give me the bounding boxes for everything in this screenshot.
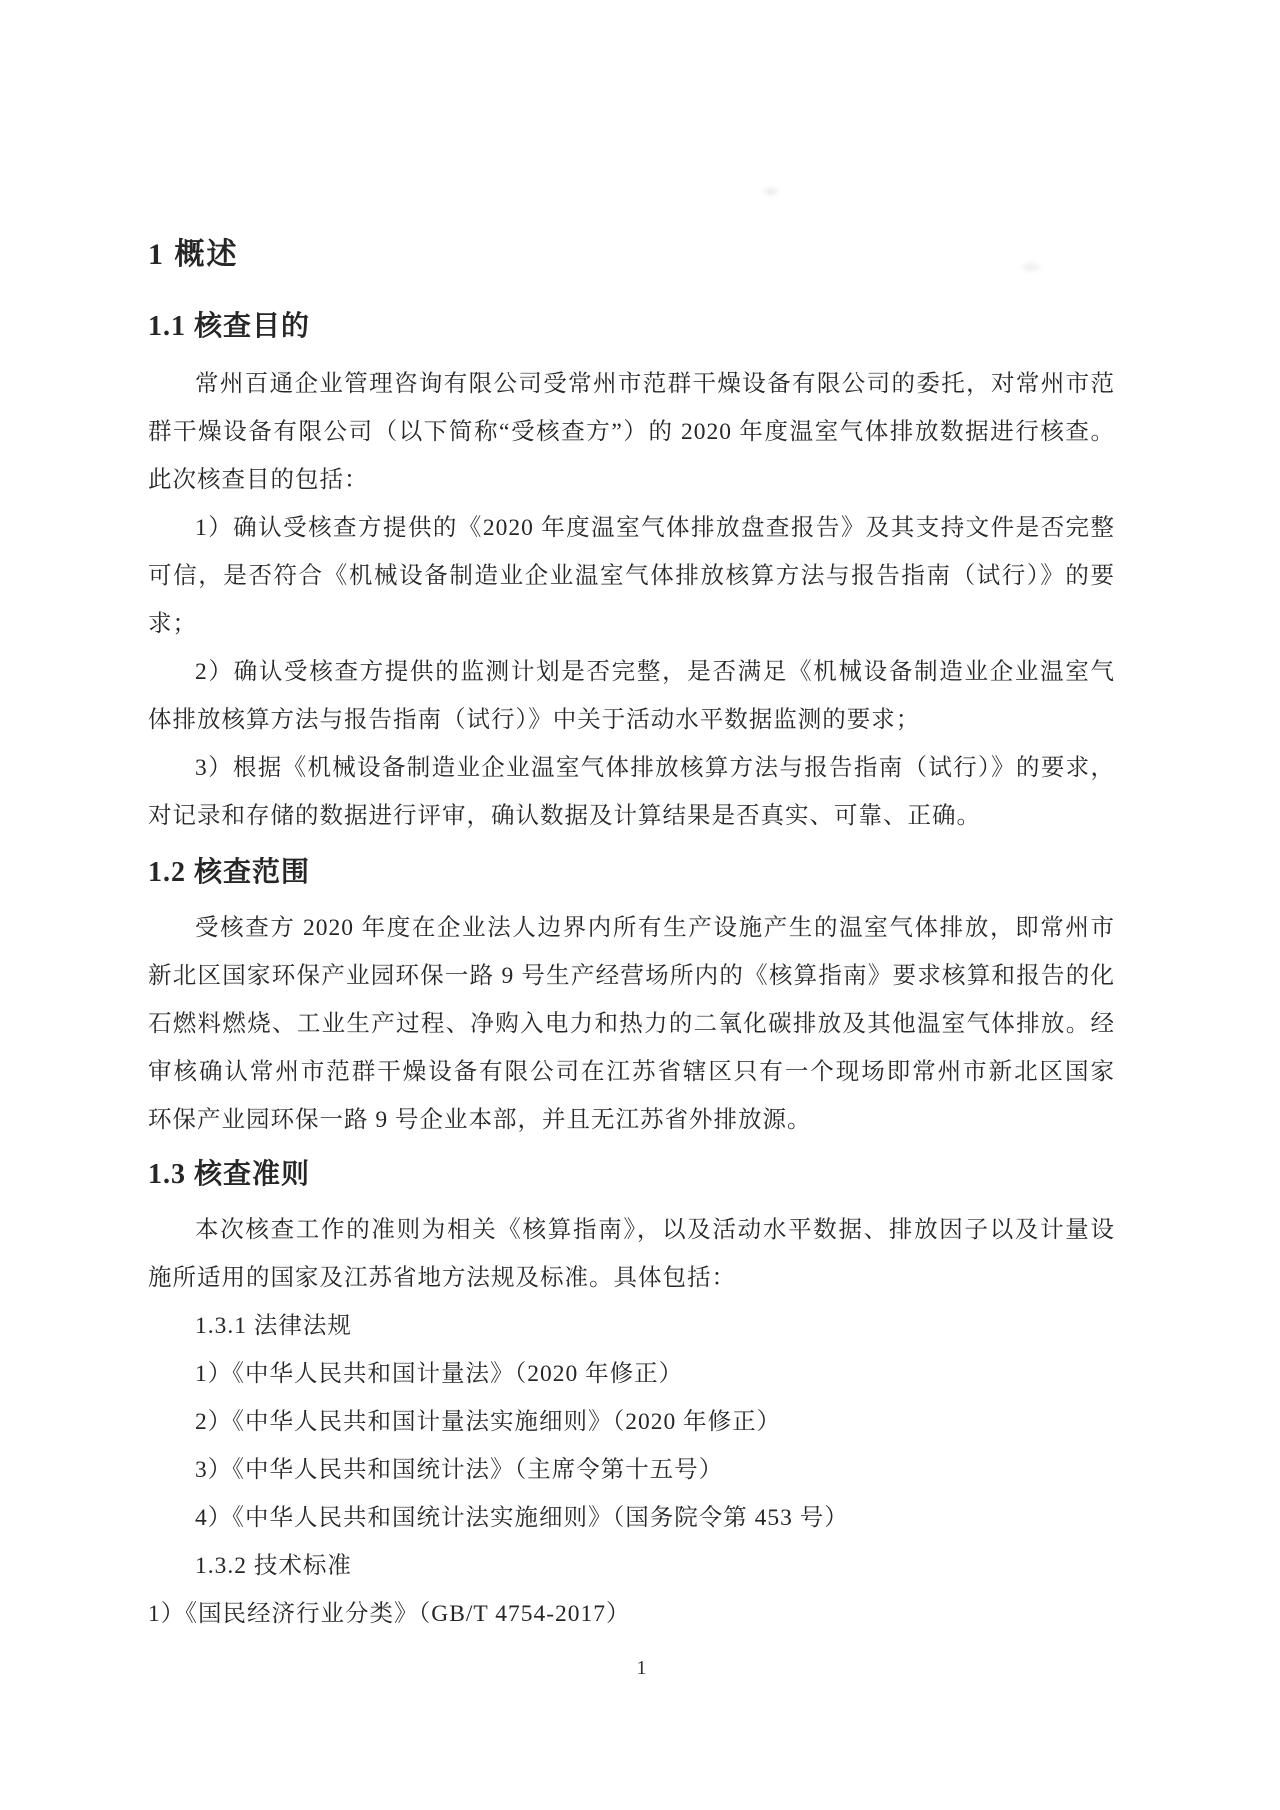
text-line: 3）根据《机械设备制造业企业温室气体排放核算方法与报告指南（试行）》的要求， [195,755,1115,781]
text-line: 常州百通企业管理咨询有限公司受常州市范群干燥设备有限公司的委托，对常州市范 [195,371,1115,397]
section-title: 1.2 核查范围 [148,857,311,888]
document-body [148,238,1115,1681]
scan-artifact [764,188,778,195]
section-lines [148,360,1115,840]
text-line: 此次核查目的包括： [148,467,369,493]
text-line: 1.3.1 法律法规 [195,1313,352,1339]
section-title: 1.1 核查目的 [148,311,311,342]
text-line: 施所适用的国家及江苏省地方法规及标准。具体包括： [148,1265,736,1291]
text-line: 体排放核算方法与报告指南（试行）》中关于活动水平数据监测的要求； [148,707,921,733]
text-line: 4）《中华人民共和国统计法实施细则》（国务院令第 453 号） [195,1505,849,1531]
chapter-heading: 1 概述 [148,238,239,271]
section-lines [148,1206,1115,1638]
text-line: 1）《国民经济行业分类》（GB/T 4754-2017） [148,1601,631,1627]
text-line: 对记录和存储的数据进行评审，确认数据及计算结果是否真实、可靠、正确。 [148,803,981,829]
text-line: 本次核查工作的准则为相关《核算指南》，以及活动水平数据、排放因子以及计量设 [195,1217,1115,1243]
text-line: 求； [148,611,197,637]
text-line: 2）《中华人民共和国计量法实施细则》（2020 年修正） [195,1409,782,1435]
text-line: 环保产业园环保一路 9 号企业本部，并且无江苏省外排放源。 [148,1107,812,1133]
section-verification-criteria [148,1158,1115,1638]
section-verification-scope [148,856,1115,1144]
text-line: 群干燥设备有限公司（以下简称“受核查方”）的 2020 年度温室气体排放数据进行核查。 [148,419,1115,445]
text-line: 1）《中华人民共和国计量法》（2020 年修正） [195,1361,684,1387]
page-number: 1 [636,1657,647,1679]
text-line: 可信，是否符合《机械设备制造业企业温室气体排放核算方法与报告指南（试行）》的要 [148,563,1115,589]
text-line: 石燃料燃烧、工业生产过程、净购入电力和热力的二氧化碳排放及其他温室气体排放。经 [148,1011,1115,1037]
text-line: 2）确认受核查方提供的监测计划是否完整，是否满足《机械设备制造业企业温室气 [195,659,1115,685]
text-line: 1.3.2 技术标准 [195,1553,352,1579]
text-line: 审核确认常州市范群干燥设备有限公司在江苏省辖区只有一个现场即常州市新北区国家 [148,1059,1115,1085]
text-line: 受核查方 2020 年度在企业法人边界内所有生产设施产生的温室气体排放，即常州市 [195,915,1115,941]
section-title: 1.3 核查准则 [148,1159,311,1190]
section-lines [148,904,1115,1144]
text-line: 1）确认受核查方提供的《2020 年度温室气体排放盘查报告》及其支持文件是否完整 [195,515,1115,541]
text-line: 新北区国家环保产业园环保一路 9 号生产经营场所内的《核算指南》要求核算和报告的化 [148,963,1115,989]
text-line: 3）《中华人民共和国统计法》（主席令第十五号） [195,1457,724,1483]
section-verification-purpose [148,310,1115,840]
